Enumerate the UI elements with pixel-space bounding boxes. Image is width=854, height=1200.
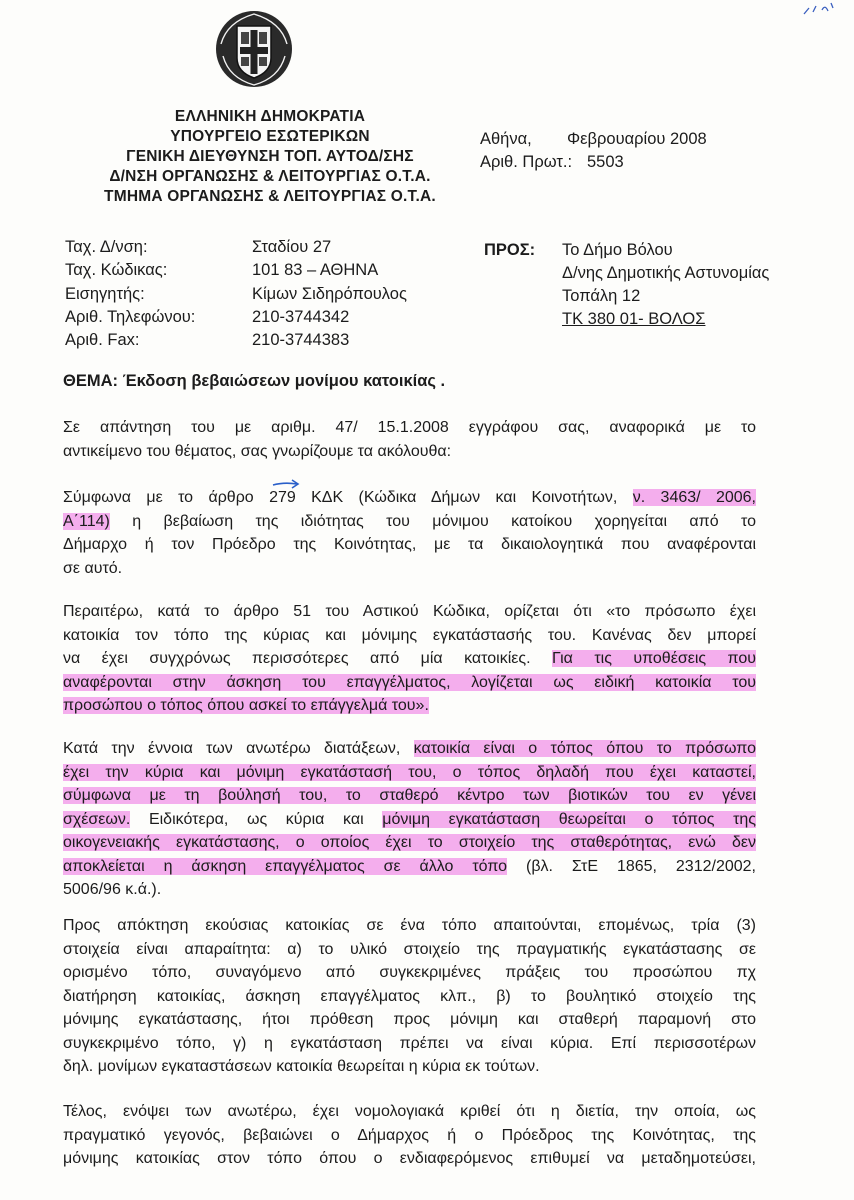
text-line: πραγματικό γεγονός, βεβαιώνει ο Δήμαρχος ή ο Πρόεδρος της Κοινότητας, της	[63, 1126, 756, 1144]
highlighted-text: οικογενειακής εγκατάστασης, ο οποίος έχει το στοιχείο της σταθερότητας, ενώ δεν	[63, 834, 756, 851]
text-line: Σε απάντηση του με αριθμ. 47/ 15.1.2008 εγγράφου σας, αναφορικά με το	[63, 419, 756, 436]
contact-label: Ταχ. Κώδικας:	[65, 261, 168, 279]
text-line	[63, 737, 756, 761]
text-line: σε αυτό.	[63, 559, 123, 577]
header-line: ΥΠΟΥΡΓΕΙΟ ΕΣΩΤΕΡΙΚΩΝ	[170, 128, 370, 145]
contact-label: Ταχ. Δ/νση:	[65, 238, 148, 256]
text-line: κατοικία τον τόπο της κύριας και μόνιμης εγκατάστασής του. Κανένας δεν μπορεί	[63, 626, 756, 644]
highlighted-text: σύμφωνα με τη βούλησή του, το σταθερό κέντρο των βιοτικών του εν γένει	[63, 787, 756, 804]
text-line: αντικείμενο του θέματος, σας γνωρίζουμε τα ακόλουθα:	[63, 442, 452, 460]
highlighted-text: αποκλείεται η άσκηση επαγγέλματος σε άλλο τόπο	[63, 857, 508, 875]
recipient-label: ΠΡΟΣ:	[484, 241, 536, 259]
highlighted-text: Για τις υποθέσεις που	[551, 650, 757, 667]
issuer-header	[60, 107, 480, 207]
text-line: Προς απόκτηση εκούσιας κατοικίας σε ένα τόπο απαιτούνται, επομένως, τρία (3)	[63, 917, 756, 934]
text-line	[63, 510, 756, 534]
highlighted-text: ν. 3463/ 2006,	[632, 489, 757, 506]
paragraph-1	[63, 416, 756, 463]
text-line	[63, 486, 756, 510]
text-line: Περαιτέρω, κατά το άρθρο 51 του Αστικού Κώδικα, ορίζεται ότι «το πρόσωπο έχει	[63, 603, 756, 620]
paragraph-5	[63, 914, 756, 1079]
highlighted-text: μόνιμη εγκατάσταση θεωρείται ο τόπος της	[382, 810, 756, 828]
text-line: στοιχεία είναι απαραίτητα: α) το υλικό στοιχείο της πραγματικής εγκατάστασης σε	[63, 940, 756, 958]
header-line: ΓΕΝΙΚΗ ΔΙΕΥΘΥΝΣΗ ΤΟΠ. ΑΥΤΟΔ/ΣΗΣ	[126, 148, 414, 165]
contact-value: 210-3744383	[252, 331, 350, 349]
contact-label: Εισηγητής:	[65, 285, 145, 303]
text-segment: να έχει συγχρόνως περισσότερες από μία κατοικίες.	[63, 650, 552, 667]
text-line	[63, 784, 756, 808]
text-line: συγκεκριμένο τόπο, γ) η εγκατάσταση πρέπει να είναι κύρια. Επί περισσοτέρων	[63, 1034, 756, 1052]
text-segment: Σύμφωνα με το άρθρο 279 ΚΔΚ (Κώδικα Δήμων και Κοινοτήτων,	[63, 489, 633, 506]
highlighted-text: προσώπου ο τόπος όπου ασκεί το επάγγελμά του».	[63, 697, 429, 714]
text-segment: Κατά την έννοια των ανωτέρω διατάξεων,	[63, 740, 414, 757]
paragraph-4	[63, 737, 756, 902]
greek-coat-of-arms-icon	[213, 8, 295, 90]
text-line: ορισμένο τόπο, συναγόμενο από συγκεκριμένες πράξεις του προσώπου πχ	[63, 964, 756, 981]
text-line: διατήρηση κατοικίας, άσκηση επαγγέλματος κλπ., β) το βουλητικό στοιχείο της	[63, 987, 756, 1005]
contact-value: 210-3744342	[252, 308, 350, 326]
text-line	[63, 855, 756, 879]
contact-label: Αριθ. Τηλεφώνου:	[65, 308, 196, 326]
subject-line: ΘΕΜΑ: Έκδοση βεβαιώσεων μονίμου κατοικίας .	[63, 372, 446, 390]
contact-label: Αριθ. Fax:	[65, 331, 140, 349]
paragraph-6	[63, 1100, 756, 1171]
header-line: Δ/ΝΣΗ ΟΡΓΑΝΩΣΗΣ & ΛΕΙΤΟΥΡΓΙΑΣ Ο.Τ.Α.	[109, 168, 431, 185]
text-line: δηλ. μονίμων εγκαταστάσεων κατοικία θεωρείται η κύρια εκ τούτων.	[63, 1058, 540, 1075]
date-value: Φεβρουαρίου 2008	[567, 130, 707, 148]
text-line	[63, 761, 756, 785]
contact-value: Σταδίου 27	[252, 238, 332, 256]
highlighted-text: έχει την κύρια και μόνιμη εγκατάστασή του, ο τόπος δηλαδή που έχει καταστεί,	[63, 763, 756, 781]
text-line: 5006/96 κ.ά.).	[63, 881, 162, 898]
paragraph-2	[63, 486, 756, 580]
text-line: μόνιμης εγκατάστασης, ήτοι πρόθεση προς μόνιμη και σταθερή παραμονή στο	[63, 1011, 756, 1028]
text-line	[63, 808, 756, 832]
highlighted-text: Α΄114)	[63, 512, 110, 530]
contact-value: Κίμων Σιδηρόπουλος	[252, 285, 407, 303]
text-line	[63, 694, 756, 718]
pen-scribble-mark	[800, 0, 840, 20]
text-segment: (βλ. ΣτΕ 1865, 2312/2002,	[507, 857, 756, 875]
text-line: μόνιμης κατοικίας στον τόπο όπου ο ενδιαφερόμενος επιθυμεί να μεταδημοτεύσει,	[63, 1150, 756, 1167]
highlighted-text: αναφέρονται στην άσκηση του επαγγέλματος, λογίζεται ως ειδική κατοικία του	[63, 673, 756, 691]
paragraph-3	[63, 600, 756, 718]
protocol-number: 5503	[587, 153, 624, 171]
text-line: Δήμαρχο ή τον Πρόεδρο της Κοινότητας, με τα δικαιολογητικά που αναφέρονται	[63, 536, 756, 553]
contact-value: 101 83 – ΑΘΗΝΑ	[252, 261, 379, 279]
recipient-line: Δ/νης Δημοτικής Αστυνομίας	[562, 264, 770, 282]
date-place: Αθήνα,	[480, 130, 532, 148]
text-line	[63, 647, 756, 671]
text-segment: Ειδικότερα, ως κύρια και	[130, 810, 383, 828]
header-line: ΕΛΛΗΝΙΚΗ ΔΗΜΟΚΡΑΤΙΑ	[174, 108, 366, 125]
highlighted-text: σχέσεων.	[63, 810, 131, 828]
protocol-label: Αριθ. Πρωτ.:	[480, 153, 573, 171]
text-line	[63, 831, 756, 855]
text-line	[63, 671, 756, 695]
recipient-line: Τοπάλη 12	[562, 287, 641, 305]
text-segment: η βεβαίωση της ιδιότητας του μόνιμου κατοίκου χορηγείται από το	[109, 512, 756, 530]
recipient-line: ΤΚ 380 01- ΒΟΛΟΣ	[562, 310, 706, 328]
header-line: ΤΜΗΜΑ ΟΡΓΑΝΩΣΗΣ & ΛΕΙΤΟΥΡΓΙΑΣ Ο.Τ.Α.	[104, 188, 436, 205]
recipient-line: Το Δήμο Βόλου	[562, 241, 673, 259]
highlighted-text: κατοικία είναι ο τόπος όπου το πρόσωπο	[413, 740, 757, 757]
text-line: Τέλος, ενόψει των ανωτέρω, έχει νομολογιακά κριθεί ότι η διετία, την οποία, ως	[63, 1103, 756, 1120]
